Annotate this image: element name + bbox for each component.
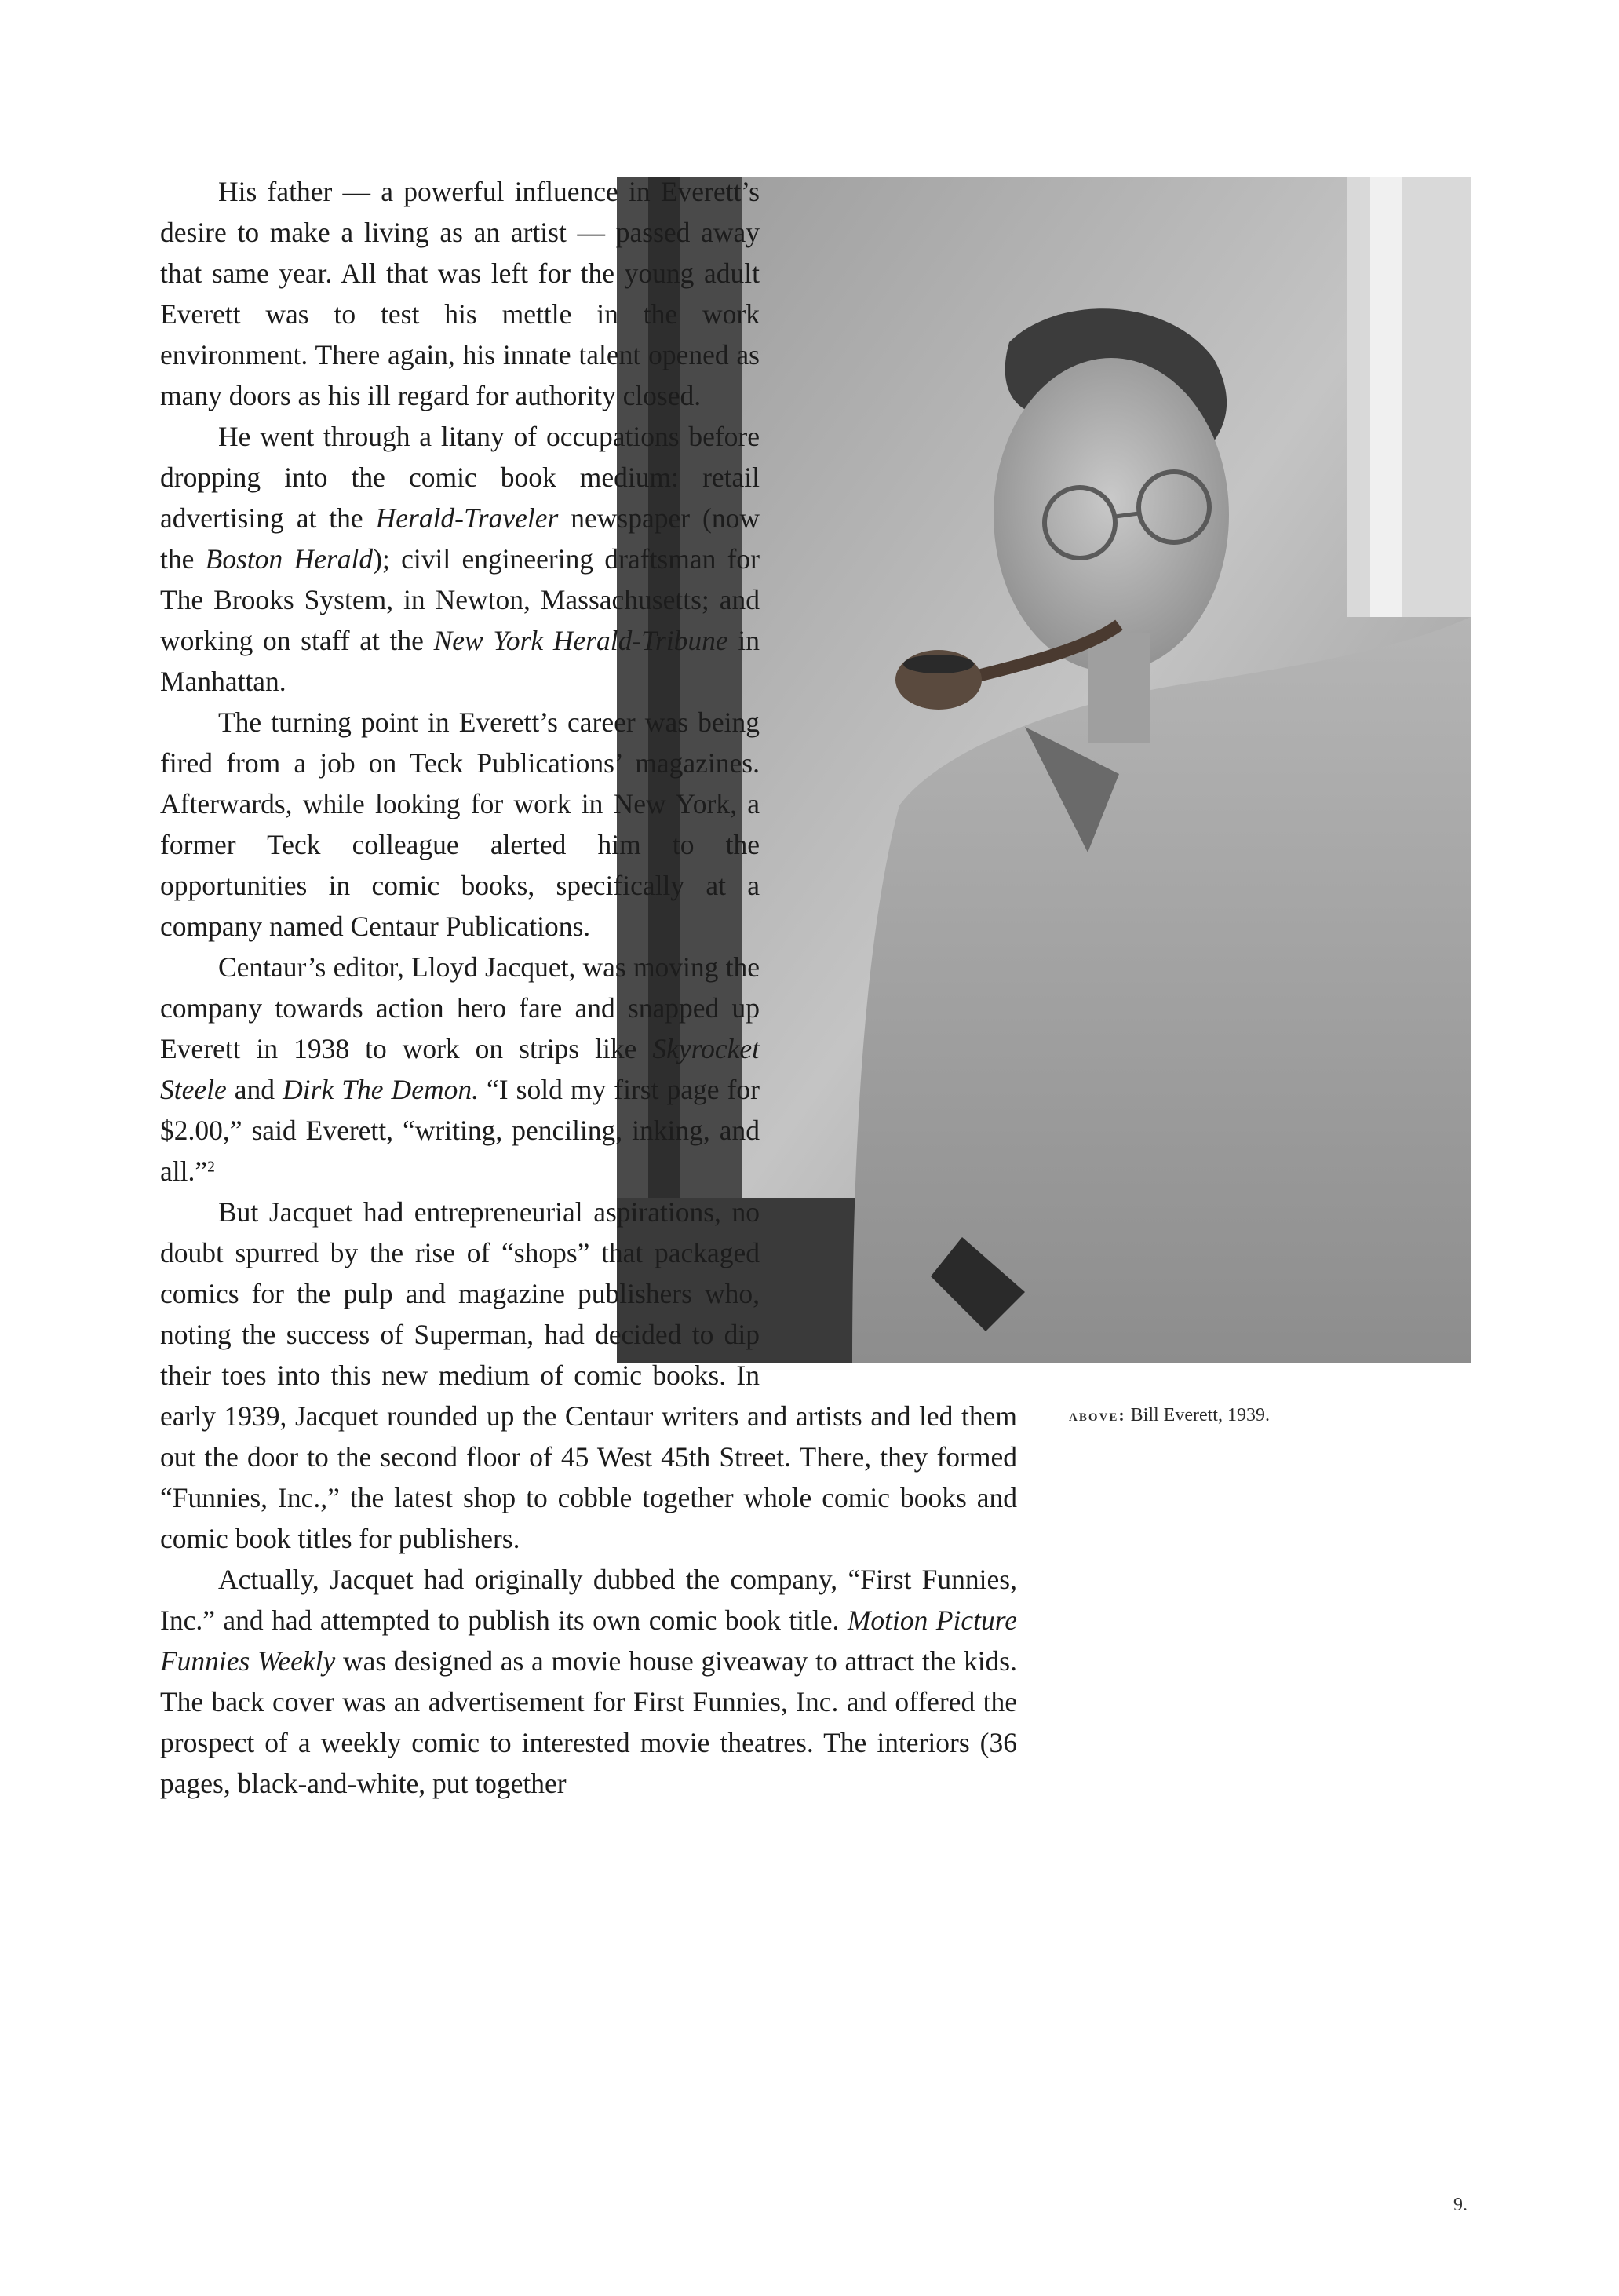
italic-title: Skyrocket Steele (160, 1033, 760, 1105)
text-run: His father — a powerful influence in Everett’s desire to make a living as an artist — passed away that same year. All that was left for the young adult Everett was to test his mettle in the work environment. There again, his innate talent opened as many doors as his ill regard for authority closed. (160, 176, 760, 411)
italic-title: Dirk The Demon. (283, 1074, 479, 1105)
photo-caption (1069, 1402, 1270, 1429)
page-number: 9. (1453, 2195, 1468, 2215)
text-run: newspaper (now the (160, 502, 760, 575)
text-run: Actually, Jacquet had originally dubbed the company, “First Funnies, Inc.” and had attempted to publish its own comic book title. (160, 1564, 1017, 1636)
caption-text: Bill Everett, 1939. (1130, 1405, 1270, 1425)
text-run: The turning point in Everett’s career was being fired from a job on Teck Publications’ magazines. Afterwards, while looking for work in New York, a former Teck colleague alerted him to the opportunities in comic books, specifically at a company named Centaur Publications. (160, 706, 760, 942)
text-run: Centaur’s editor, Lloyd Jacquet, was moving the company towards action hero fare and snapped up Everett in 1938 to work on strips like (160, 951, 760, 1064)
italic-title: New York Herald-Tribune (433, 625, 728, 656)
text-run: and (226, 1074, 283, 1105)
article-body (160, 171, 1017, 1804)
italic-title: Boston Herald (205, 543, 374, 575)
footnote-marker: 2 (207, 1159, 215, 1176)
caption-label: above: (1069, 1405, 1126, 1425)
text-run: But Jacquet had entrepreneurial aspirations, no doubt spurred by the rise of “shops” that packaged comics for the pulp and magazine publishers who, noting the success of Superman, had decided to dip their toes into this new medium of comic books. In early 1939, Jacquet rounded up the Centaur writers and artists and led them out the door to the second floor of 45 West 45th Street. There, they formed “Funnies, Inc.,” the latest shop to cobble together whole comic books and comic book titles for publishers. (160, 1196, 1017, 1554)
italic-title: Herald-Traveler (375, 502, 559, 534)
text-run: was designed as a movie house giveaway to attract the kids. The back cover was an advertisement for First Funnies, Inc. and offered the prospect of a weekly comic to interested movie theatres. The interiors (36 pages, black-and-white, put together (160, 1645, 1017, 1799)
text-run: ); civil engineering draftsman for The Brooks System, in Newton, Massachusetts; and working on staff at the (160, 543, 760, 656)
paragraph (160, 1559, 1017, 1804)
text-run: “I sold my first page for $2.00,” said Everett, “writing, penciling, inking, and all.” (160, 1074, 760, 1187)
text-run: in Manhattan. (160, 625, 760, 697)
text-run: He went through a litany of occupations before dropping into the comic book medium: retail advertising at the (160, 421, 760, 534)
italic-title: Motion Picture Funnies Weekly (160, 1604, 1017, 1677)
